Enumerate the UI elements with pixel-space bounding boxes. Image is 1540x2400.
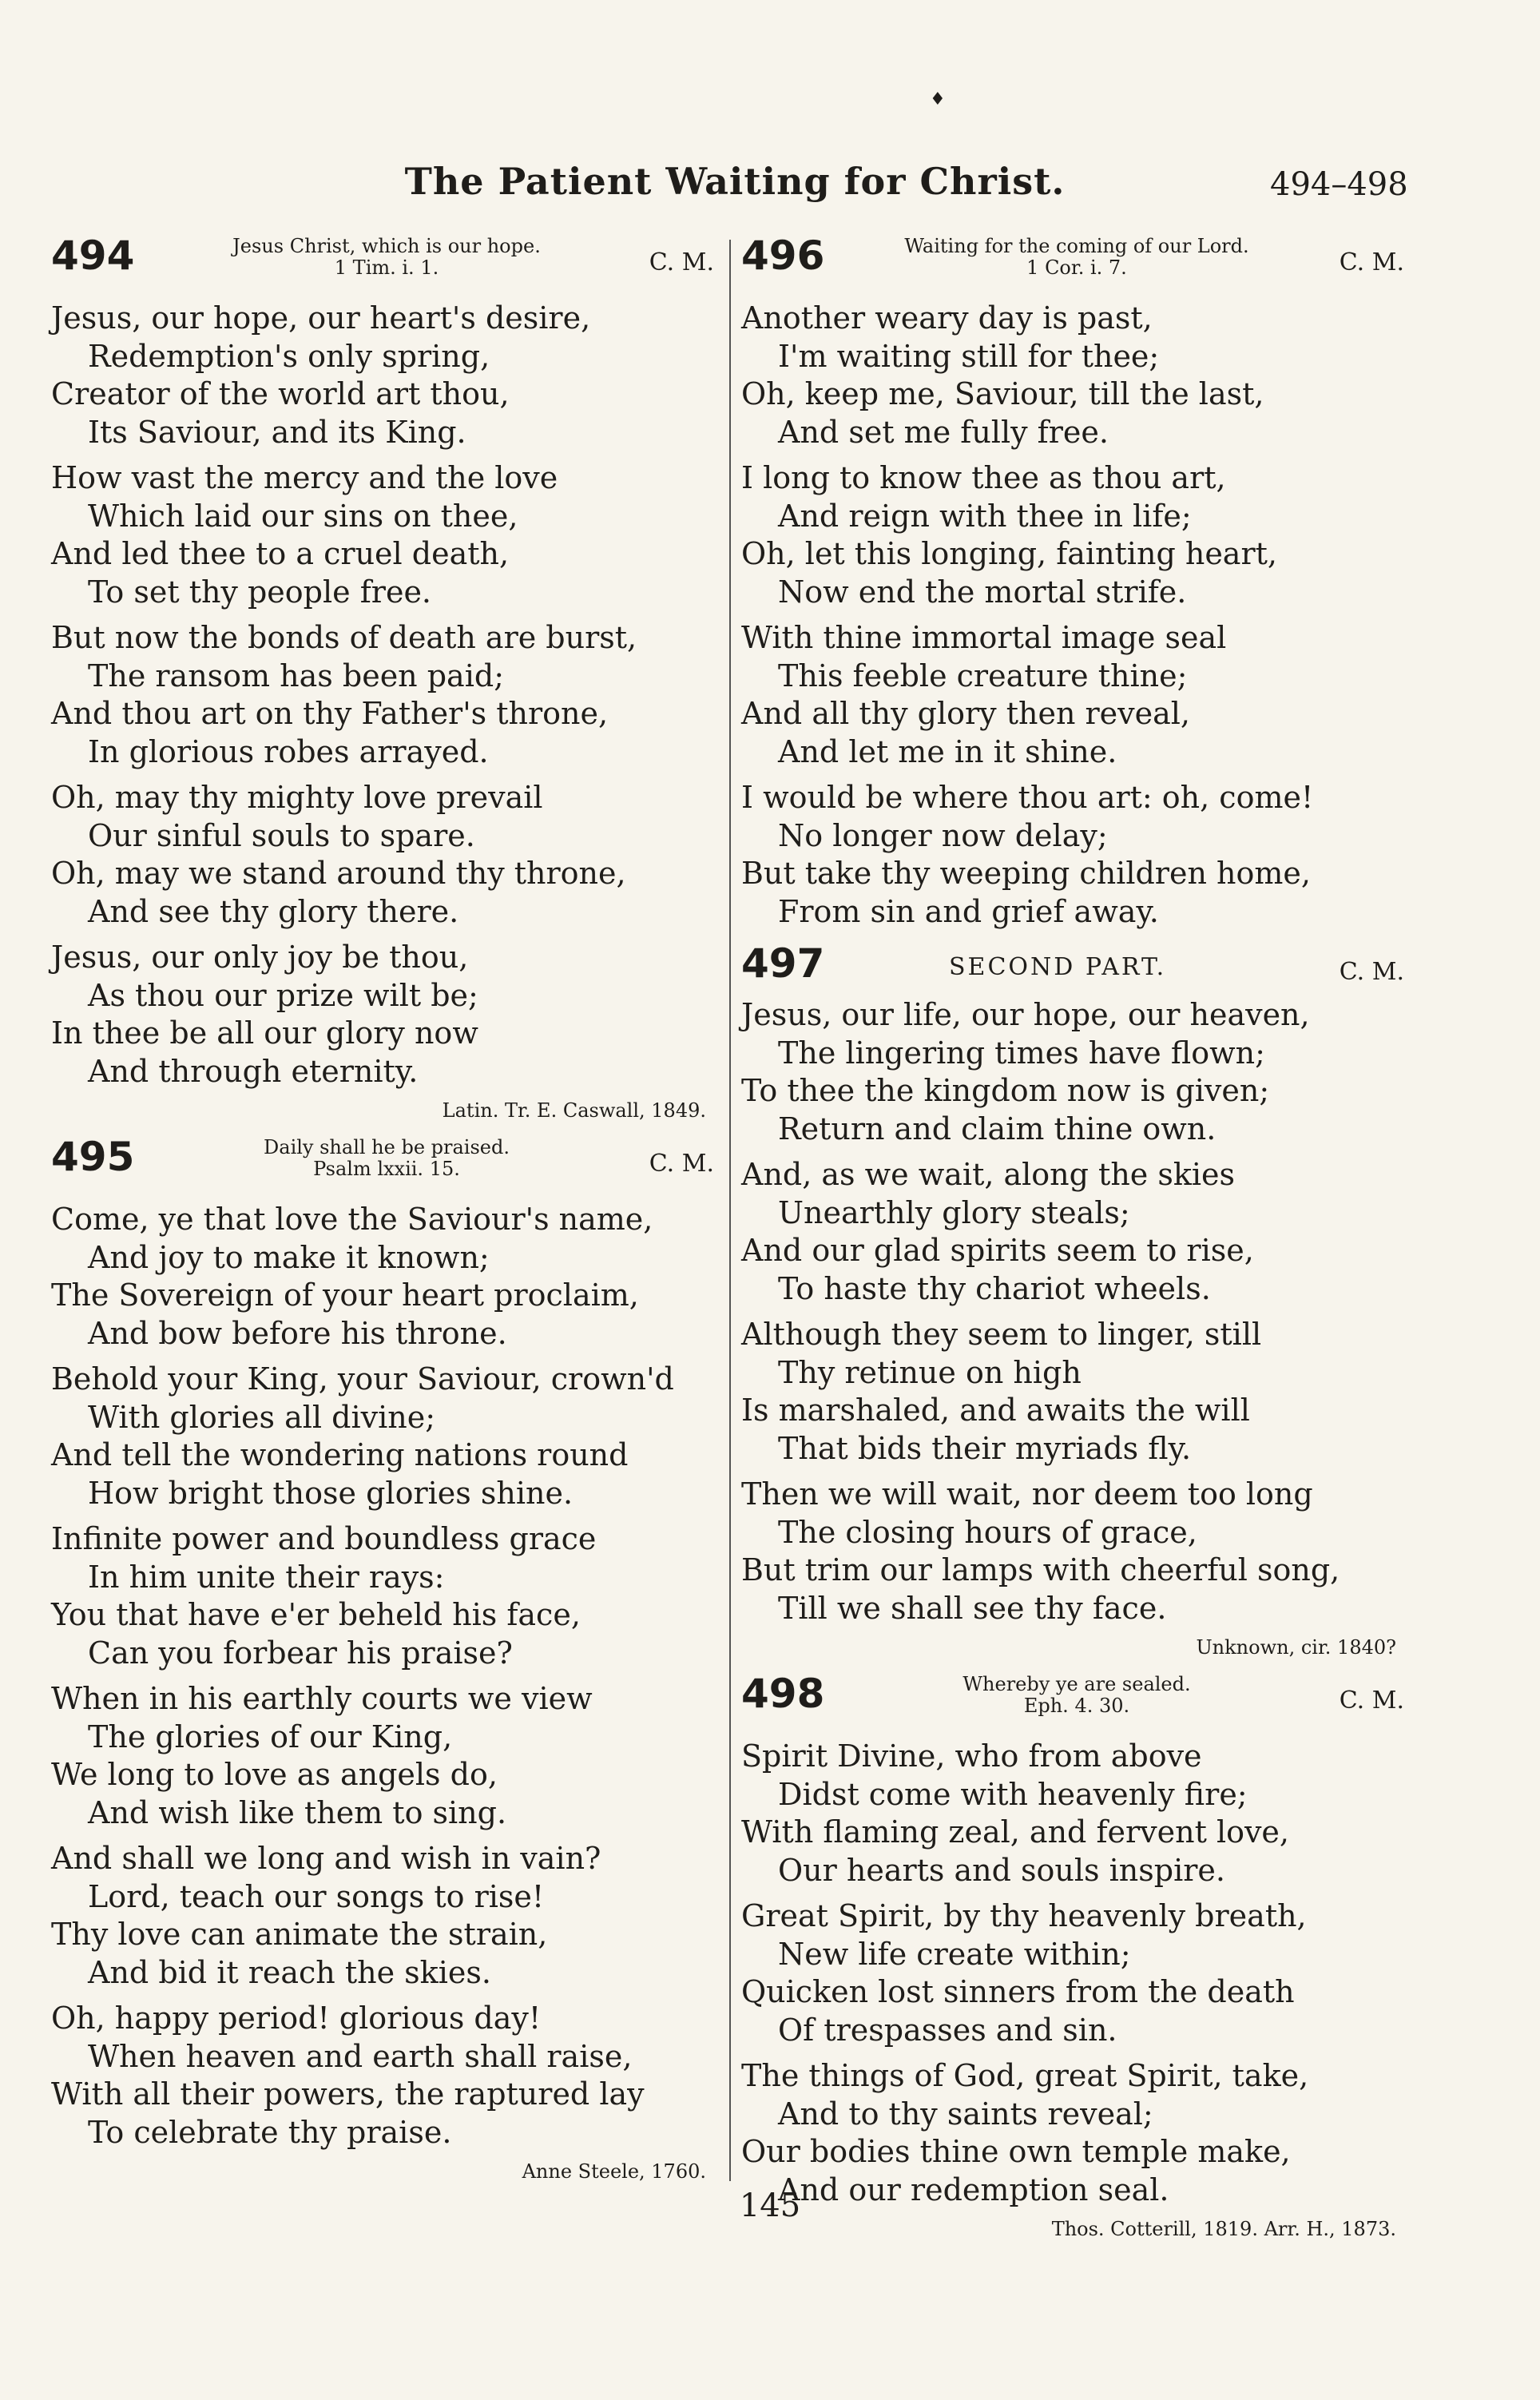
scripture-reference: 1 Tim. i. 1.: [334, 256, 439, 279]
verse-line: Redemption's only spring,: [88, 338, 490, 374]
verse-line: And thou art on thy Father's throne,: [51, 696, 609, 731]
hymn-number: 497: [741, 940, 825, 987]
verse-line: Great Spirit, by thy heavenly breath,: [741, 1898, 1307, 1933]
verse-line: Thy retinue on high: [778, 1354, 1082, 1390]
verse-line: And tell the wondering nations round: [51, 1437, 629, 1472]
verse-line: And, as we wait, along the skies: [741, 1157, 1236, 1192]
stanza: [51, 300, 714, 451]
verse-line: To set thy people free.: [88, 574, 432, 610]
verse-line: Can you forbear his praise?: [88, 1635, 513, 1671]
verse-line: With thine immortal image seal: [741, 620, 1227, 655]
stanza: [741, 619, 1404, 771]
verse-line: Didst come with heavenly fire;: [778, 1776, 1248, 1812]
hymn-meter: C. M.: [649, 248, 714, 276]
attribution: Unknown, cir. 1840?: [1196, 1636, 1396, 1659]
hymn-number: 494: [51, 232, 135, 279]
hymn-topic: [853, 236, 1300, 279]
hymn-heading: [51, 1134, 714, 1201]
verse-line: I long to know thee as thou art,: [741, 460, 1226, 495]
stanza: [741, 1156, 1404, 1308]
page-mark: ♦: [930, 89, 946, 109]
stanza: [51, 619, 714, 771]
attribution: Latin. Tr. E. Caswall, 1849.: [442, 1099, 706, 1122]
verse-line: The things of God, great Spirit, take,: [741, 2058, 1309, 2093]
verse-line: Our sinful souls to spare.: [88, 817, 475, 853]
hymn-494: [51, 232, 714, 1123]
stanza: [51, 459, 714, 611]
verse-line: And reign with thee in life;: [778, 498, 1192, 534]
page-number: 145: [739, 2187, 801, 2224]
attribution: Thos. Cotterill, 1819. Arr. H., 1873.: [1051, 2218, 1396, 2240]
verse-line: Return and claim thine own.: [778, 1111, 1217, 1146]
verse-line: Creator of the world art thou,: [51, 376, 510, 411]
running-title: The Patient Waiting for Christ.: [404, 160, 1066, 203]
verse-line: And joy to make it known;: [88, 1239, 490, 1275]
verse-line: I would be where thou art: oh, come!: [741, 780, 1314, 815]
stanza: [51, 1201, 714, 1353]
hymn-topic: [853, 1674, 1300, 1717]
hymn-number: 495: [51, 1134, 135, 1180]
stanza: [51, 779, 714, 931]
hymn-number: 498: [741, 1671, 825, 1717]
verse-line: And set me fully free.: [778, 414, 1109, 450]
part-label: SECOND PART.: [949, 953, 1167, 981]
verse-line: The glories of our King,: [88, 1719, 453, 1754]
hymn-heading: [741, 1671, 1404, 1738]
verse-line: Till we shall see thy face.: [778, 1590, 1167, 1626]
stanza: [51, 1361, 714, 1512]
hymn-meter: C. M.: [649, 1150, 714, 1178]
verse-line: Quicken lost sinners from the death: [741, 1974, 1295, 2009]
verse-line: With flaming zeal, and fervent love,: [741, 1814, 1290, 1850]
stanza: [51, 1680, 714, 1832]
verse-line: Oh, may we stand around thy throne,: [51, 856, 626, 891]
hymn-498: [741, 1671, 1404, 2241]
attribution: Anne Steele, 1760.: [522, 2160, 706, 2183]
stanza: [51, 1840, 714, 1992]
verse-line: Which laid our sins on thee,: [88, 498, 518, 534]
verse-line: No longer now delay;: [778, 817, 1108, 853]
verse-line: Jesus, our only joy be thou,: [51, 940, 469, 975]
stanza: [741, 1738, 1404, 1889]
verse-line: To haste thy chariot wheels.: [778, 1270, 1211, 1306]
hymn-meter: C. M.: [1339, 1687, 1404, 1715]
verse-line: How vast the mercy and the love: [51, 460, 558, 495]
verse-line: And let me in it shine.: [778, 733, 1117, 769]
verse-line: Oh, may thy mighty love prevail: [51, 780, 543, 815]
verse-line: Is marshaled, and awaits the will: [741, 1393, 1250, 1428]
verse-line: Spirit Divine, who from above: [741, 1738, 1202, 1774]
hymn-495: [51, 1134, 714, 2183]
scripture-reference: 1 Cor. i. 7.: [1026, 256, 1127, 279]
verse-line: Infinite power and boundless grace: [51, 1521, 597, 1556]
verse-line: And our glad spirits seem to rise,: [741, 1233, 1254, 1268]
hymn-meter: C. M.: [1339, 958, 1404, 986]
verse-line: And bid it reach the skies.: [88, 1954, 491, 1990]
verse-line: When in his earthly courts we view: [51, 1681, 593, 1716]
left-column: [51, 232, 714, 2198]
verse-line: Thy love can animate the strain,: [51, 1917, 548, 1952]
verse-line: And wish like them to sing.: [88, 1794, 507, 1830]
hymn-number: 496: [741, 232, 825, 279]
verse-line: The ransom has been paid;: [88, 658, 504, 693]
verse-line: And to thy saints reveal;: [778, 2096, 1153, 2132]
stanza: [741, 779, 1404, 931]
verse-line: And bow before his throne.: [88, 1315, 507, 1351]
hymn-heading: [51, 232, 714, 300]
stanza: [51, 939, 714, 1091]
scripture-reference: Psalm lxxii. 15.: [313, 1158, 460, 1180]
verse-line: In glorious robes arrayed.: [88, 733, 489, 769]
verse-line: To celebrate thy praise.: [88, 2114, 452, 2150]
stanza: [741, 1476, 1404, 1627]
stanza: [51, 1520, 714, 1672]
stanza: [741, 996, 1404, 1148]
hymn-topic: [163, 1137, 610, 1180]
verse-line: The lingering times have flown;: [778, 1035, 1265, 1071]
verse-line: Of trespasses and sin.: [778, 2012, 1117, 2048]
verse-line: Then we will wait, nor deem too long: [741, 1476, 1313, 1512]
verse-line: As thou our prize wilt be;: [88, 977, 478, 1013]
column-divider: [729, 240, 731, 2181]
verse-line: Lord, teach our songs to rise!: [88, 1878, 545, 1914]
verse-line: Our bodies thine own temple make,: [741, 2134, 1291, 2169]
hymn-496: [741, 232, 1404, 931]
verse-line: Behold your King, your Saviour, crown'd: [51, 1361, 674, 1397]
verse-line: Oh, happy period! glorious day!: [51, 2001, 542, 2036]
verse-line: I'm waiting still for thee;: [778, 338, 1160, 374]
verse-line: The closing hours of grace,: [778, 1514, 1197, 1550]
verse-line: With all their powers, the raptured lay: [51, 2076, 645, 2112]
verse-line: And led thee to a cruel death,: [51, 536, 510, 571]
verse-line: Oh, let this longing, fainting heart,: [741, 536, 1277, 571]
verse-line: The Sovereign of your heart proclaim,: [51, 1277, 639, 1313]
hymn-heading: [741, 940, 1404, 996]
stanza: [51, 2000, 714, 2152]
verse-line: In him unite their rays:: [88, 1559, 445, 1595]
topic-text: Whereby ye are sealed.: [963, 1673, 1191, 1695]
verse-line: In thee be all our glory now: [51, 1015, 478, 1051]
verse-line: We long to love as angels do,: [51, 1757, 498, 1792]
hymn-meter: C. M.: [1339, 248, 1404, 276]
stanza: [741, 1897, 1404, 2049]
verse-line: But take thy weeping children home,: [741, 856, 1311, 891]
scripture-reference: Eph. 4. 30.: [1023, 1695, 1130, 1717]
verse-line: Another weary day is past,: [741, 300, 1153, 336]
hymn-497: [741, 940, 1404, 1659]
verse-line: Its Saviour, and its King.: [88, 414, 466, 450]
verse-line: With glories all divine;: [88, 1399, 436, 1435]
verse-line: To thee the kingdom now is given;: [741, 1073, 1270, 1108]
verse-line: Jesus, our life, our hope, our heaven,: [741, 997, 1310, 1032]
verse-line: But now the bonds of death are burst,: [51, 620, 637, 655]
verse-line: And through eternity.: [88, 1053, 419, 1089]
verse-line: And see thy glory there.: [88, 893, 459, 929]
verse-line: You that have e'er beheld his face,: [51, 1597, 581, 1632]
stanza: [741, 1316, 1404, 1468]
topic-text: Daily shall he be praised.: [264, 1136, 510, 1158]
topic-text: Waiting for the coming of our Lord.: [904, 235, 1249, 257]
verse-line: That bids their myriads fly.: [778, 1430, 1192, 1466]
hymn-range: 494–498: [1270, 166, 1408, 203]
verse-line: Jesus, our hope, our heart's desire,: [51, 300, 591, 336]
right-column: [741, 232, 1404, 2255]
verse-line: And all thy glory then reveal,: [741, 696, 1191, 731]
verse-line: Oh, keep me, Saviour, till the last,: [741, 376, 1264, 411]
verse-line: From sin and grief away.: [778, 893, 1159, 929]
verse-line: This feeble creature thine;: [778, 658, 1188, 693]
stanza: [741, 300, 1404, 451]
verse-line: Come, ye that love the Saviour's name,: [51, 1202, 653, 1237]
verse-line: When heaven and earth shall raise,: [88, 2038, 633, 2074]
hymn-heading: [741, 232, 1404, 300]
stanza: [741, 459, 1404, 611]
hymn-topic: [163, 236, 610, 279]
verse-line: How bright those glories shine.: [88, 1475, 574, 1511]
verse-line: New life create within;: [778, 1936, 1131, 1972]
verse-line: But trim our lamps with cheerful song,: [741, 1552, 1340, 1587]
verse-line: Although they seem to linger, still: [741, 1317, 1262, 1352]
verse-line: Unearthly glory steals;: [778, 1194, 1130, 1230]
topic-text: Jesus Christ, which is our hope.: [232, 235, 541, 257]
verse-line: Now end the mortal strife.: [778, 574, 1187, 610]
verse-line: And our redemption seal.: [778, 2172, 1169, 2207]
stanza: [741, 2057, 1404, 2209]
verse-line: Our hearts and souls inspire.: [778, 1852, 1225, 1888]
verse-line: And shall we long and wish in vain?: [51, 1841, 601, 1876]
page-header: [0, 160, 1540, 216]
